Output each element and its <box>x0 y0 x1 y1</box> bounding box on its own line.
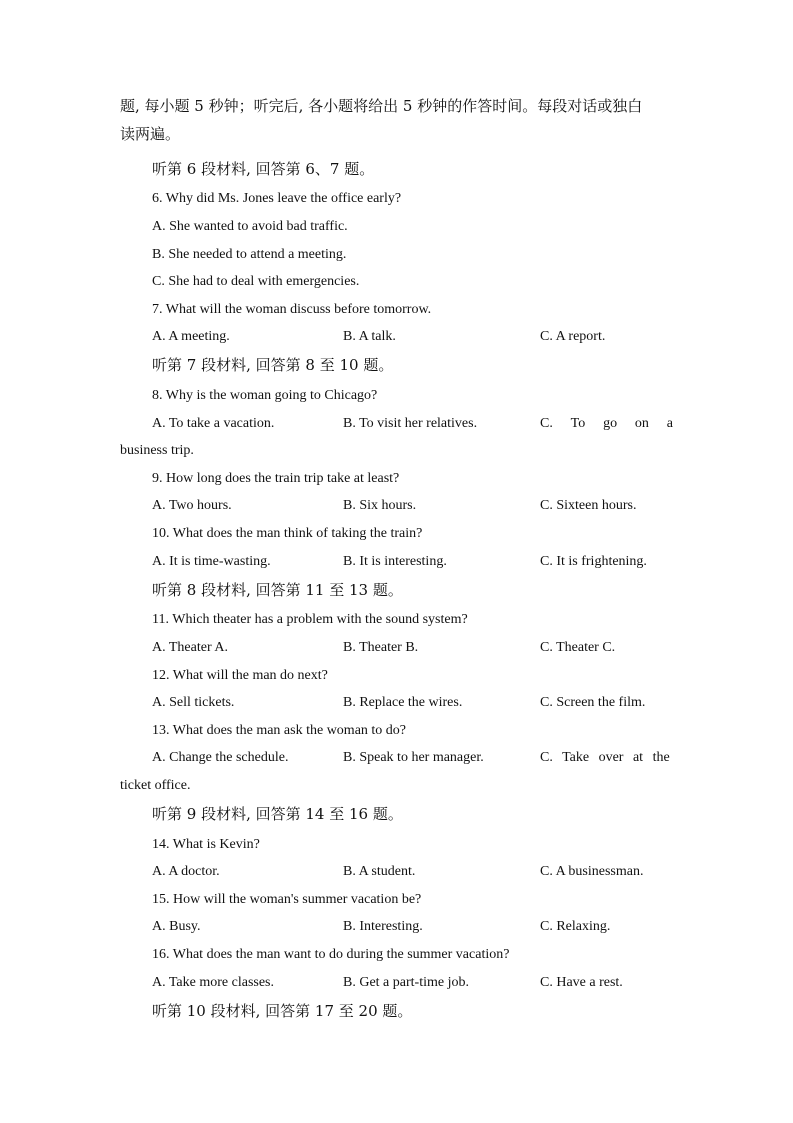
question-8-option-c-word: go <box>603 416 618 431</box>
question-7-options <box>152 327 673 347</box>
question-12-option-a: A. Sell tickets. <box>152 695 235 710</box>
question-13-options <box>152 748 673 768</box>
question-8-option-c-continued: business trip. <box>120 443 194 458</box>
question-6-option-b: B. She needed to attend a meeting. <box>152 247 347 262</box>
question-14-option-b: B. A student. <box>343 864 416 879</box>
question-9-option-b: B. Six hours. <box>343 498 417 513</box>
question-8-option-c-word: To <box>570 416 586 431</box>
question-12-options <box>152 693 673 713</box>
question-10-option-c: C. It is frightening. <box>540 554 647 569</box>
question-15-stem: 15. How will the woman's summer vacation be? <box>152 892 422 907</box>
question-16-options <box>152 973 673 993</box>
question-15-option-b: B. Interesting. <box>343 919 423 934</box>
question-15-option-a: A. Busy. <box>152 919 201 934</box>
question-9-option-c: C. Sixteen hours. <box>540 498 637 513</box>
question-11-stem: 11. Which theater has a problem with the sound system? <box>152 612 468 627</box>
question-11-options <box>152 638 673 658</box>
question-8-option-a: A. To take a vacation. <box>152 416 275 431</box>
question-6-stem: 6. Why did Ms. Jones leave the office early? <box>152 191 402 206</box>
question-8-option-c <box>540 414 673 434</box>
question-11-option-a: A. Theater A. <box>152 640 228 655</box>
question-11-option-c: C. Theater C. <box>540 640 616 655</box>
question-7-option-b: B. A talk. <box>343 329 396 344</box>
question-10-option-a: A. It is time-wasting. <box>152 554 271 569</box>
question-13-option-c: C. Take over at the <box>540 750 670 765</box>
question-7-option-c: C. A report. <box>540 329 606 344</box>
question-7-stem: 7. What will the woman discuss before tomorrow. <box>152 302 432 317</box>
question-16-stem: 16. What does the man want to do during the summer vacation? <box>152 947 510 962</box>
question-6-option-c: C. She had to deal with emergencies. <box>152 274 360 289</box>
question-16-option-c: C. Have a rest. <box>540 975 623 990</box>
question-8-option-c-word: C. <box>540 416 553 431</box>
intro-line-2: 读两遍。 <box>120 125 181 143</box>
question-8-stem: 8. Why is the woman going to Chicago? <box>152 388 378 403</box>
question-15-options <box>152 917 673 937</box>
question-10-stem: 10. What does the man think of taking the train? <box>152 526 423 541</box>
section-10-heading: 听第 10 段材料, 回答第 17 至 20 题。 <box>152 1002 413 1020</box>
question-13-option-c-continued: ticket office. <box>120 778 191 793</box>
question-13-stem: 13. What does the man ask the woman to do? <box>152 723 407 738</box>
question-11-option-b: B. Theater B. <box>343 640 419 655</box>
question-14-option-c: C. A businessman. <box>540 864 644 879</box>
question-10-options <box>152 552 673 572</box>
question-12-option-c: C. Screen the film. <box>540 695 646 710</box>
section-7-heading: 听第 7 段材料, 回答第 8 至 10 题。 <box>152 356 394 374</box>
question-7-option-a: A. A meeting. <box>152 329 230 344</box>
question-9-option-a: A. Two hours. <box>152 498 232 513</box>
question-14-options <box>152 862 673 882</box>
question-16-option-a: A. Take more classes. <box>152 975 275 990</box>
section-8-heading: 听第 8 段材料, 回答第 11 至 13 题。 <box>152 581 403 599</box>
intro-line-1: 题, 每小题 5 秒钟；听完后, 各小题将给出 5 秒钟的作答时间。每段对话或独白 <box>120 97 643 115</box>
question-9-stem: 9. How long does the train trip take at least? <box>152 471 400 486</box>
question-8-options <box>152 414 673 434</box>
section-9-heading: 听第 9 段材料, 回答第 14 至 16 题。 <box>152 805 403 823</box>
question-8-option-b: B. To visit her relatives. <box>343 416 478 431</box>
question-13-option-a: A. Change the schedule. <box>152 750 289 765</box>
question-13-option-b: B. Speak to her manager. <box>343 750 484 765</box>
question-8-option-c-word: on <box>634 416 649 431</box>
question-8-option-c-word: a <box>666 416 673 431</box>
question-10-option-b: B. It is interesting. <box>343 554 447 569</box>
question-15-option-c: C. Relaxing. <box>540 919 611 934</box>
question-14-option-a: A. A doctor. <box>152 864 220 879</box>
section-6-heading: 听第 6 段材料, 回答第 6、7 题。 <box>152 160 375 178</box>
question-9-options <box>152 496 673 516</box>
question-14-stem: 14. What is Kevin? <box>152 837 260 852</box>
question-6-option-a: A. She wanted to avoid bad traffic. <box>152 219 348 234</box>
question-12-option-b: B. Replace the wires. <box>343 695 463 710</box>
question-12-stem: 12. What will the man do next? <box>152 668 328 683</box>
question-16-option-b: B. Get a part-time job. <box>343 975 469 990</box>
